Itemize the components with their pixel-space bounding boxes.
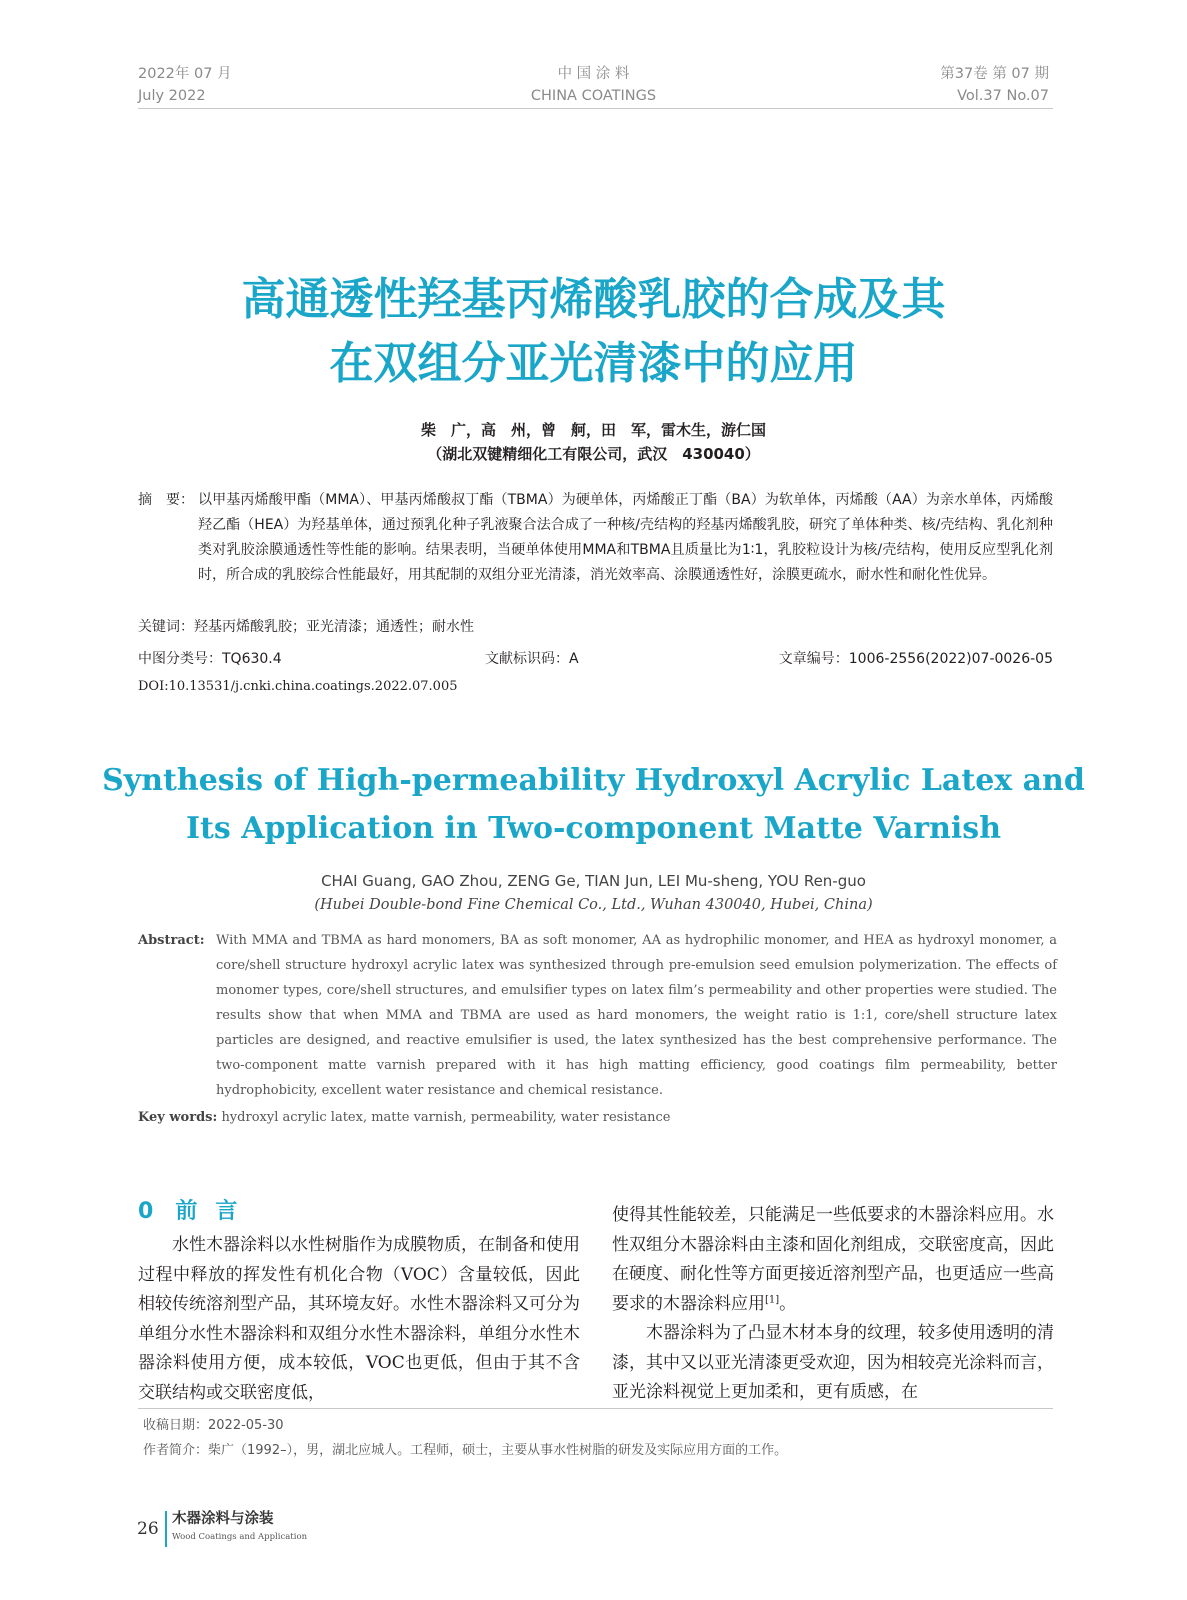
document-code: 文献标识码：A	[485, 651, 579, 667]
body-paragraph-continued	[612, 1201, 1054, 1319]
classification-number: 中图分类号：TQ630.4	[138, 651, 282, 667]
title-cn	[0, 268, 1187, 396]
body-paragraph: 水性木器涂料以水性树脂作为成膜物质，在制备和使用过程中释放的挥发性有机化合物（VOC）含量较低，因此相较传统溶剂型产品，其环境友好。水性木器涂料又可分为单组分水性木器涂料和双组分水性木器涂料，单组分水性木器涂料使用方便，成本较低，VOC也更低，但由于其不含交联结构或交联密度低，	[138, 1235, 580, 1403]
footnote-received-date: 收稿日期：2022-05-30	[143, 1418, 284, 1433]
page-number: 26	[137, 1519, 159, 1539]
footer-journal-en: Wood Coatings and Application	[172, 1532, 308, 1542]
header-divider	[138, 108, 1053, 109]
authors-en: CHAI Guang, GAO Zhou, ZENG Ge, TIAN Jun, LEI Mu-sheng, YOU Ren-guo	[321, 872, 866, 890]
header-issue-en: Vol.37 No.07	[957, 88, 1049, 104]
header-issue-cn: 第37卷 第 07 期	[940, 66, 1049, 82]
abstract-cn	[138, 488, 1053, 588]
abstract-en-text: With MMA and TBMA as hard monomers, BA as soft monomer, AA as hydrophilic monomer, and HEA as hydroxyl monomer, a core/shell structure hydroxyl acrylic latex was synthesized through pre-emulsion seed emulsion polymerization. The effects of monomer types, core/shell structures, and emulsifier types on latex film’s permeability and other properties were studied. The results show that when MMA and TBMA are used as hard monomers, the weight ratio is 1:1, core/shell structure latex particles are designed, and reactive emulsifier is used, the latex synthesized has the best comprehensive performance. The two-component matte varnish prepared with it has high matting efficiency, good coatings film permeability, better hydrophobicity, excellent water resistance and chemical resistance.	[216, 933, 1057, 1098]
abstract-en-label: Abstract:	[138, 933, 205, 948]
running-header-issue	[940, 63, 1049, 107]
title-en	[0, 757, 1187, 853]
keywords-en-text: hydroxyl acrylic latex, matte varnish, permeability, water resistance	[221, 1110, 671, 1125]
abstract-en	[138, 928, 1057, 1103]
section-number: 0	[138, 1199, 156, 1224]
abstract-cn-text: 以甲基丙烯酸甲酯（MMA）、甲基丙烯酸叔丁酯（TBMA）为硬单体，丙烯酸正丁酯（BA）为软单体，丙烯酸（AA）为亲水单体，丙烯酸羟乙酯（HEA）为羟基单体，通过预乳化种子乳液聚合法合成了一种核/壳结构的羟基丙烯酸乳胶，研究了单体种类、核/壳结构、乳化剂种类对乳胶涂膜通透性等性能的影响。结果表明，当硬单体使用MMA和TBMA且质量比为1∶1，乳胶粒设计为核/壳结构，使用反应型乳化剂时，所合成的乳胶综合性能最好，用其配制的双组分亚光清漆，消光效率高、涂膜通透性好，涂膜更疏水，耐水性和耐化性优异。	[198, 492, 1053, 583]
title-cn-line2: 在双组分亚光清漆中的应用	[329, 338, 858, 389]
header-date-cn: 2022年 07 月	[138, 66, 232, 82]
keywords-en-label: Key words:	[138, 1110, 218, 1125]
body-column-right	[612, 1201, 1054, 1408]
footnote-divider	[138, 1408, 1053, 1409]
title-cn-line1: 高通透性羟基丙烯酸乳胶的合成及其	[241, 274, 946, 325]
header-date-en: July 2022	[138, 88, 206, 104]
body-paragraph: 木器涂料为了凸显木材本身的纹理，较多使用透明的清漆，其中又以亚光清漆更受欢迎，因为相较亮光涂料而言，亚光涂料视觉上更加柔和，更有质感，在	[612, 1323, 1054, 1402]
title-en-line2: Its Application in Two-component Matte Varnish	[185, 811, 1002, 846]
keywords-en	[138, 1106, 671, 1130]
citation-ref: [1]	[765, 1293, 780, 1305]
footer-journal-cn: 木器涂料与涂装	[172, 1511, 274, 1527]
body-column-left	[138, 1231, 580, 1408]
body-text-end: 。	[779, 1293, 797, 1314]
header-journal-cn: 中 国 涂 料	[557, 66, 630, 82]
article-number: 文章编号：1006-2556(2022)07-0026-05	[778, 651, 1053, 667]
footnote-author-bio: 作者简介：柴广（1992–），男，湖北应城人。工程师，硕士，主要从事水性树脂的研发及实际应用方面的工作。	[143, 1443, 788, 1458]
section-title: 前言	[175, 1199, 256, 1224]
title-en-line1: Synthesis of High-permeability Hydroxyl Acrylic Latex and	[102, 763, 1085, 798]
header-journal-en: CHINA COATINGS	[530, 88, 657, 104]
affiliation-en: (Hubei Double-bond Fine Chemical Co., Ltd., Wuhan 430040, Hubei, China)	[314, 897, 873, 913]
doi: DOI:10.13531/j.cnki.china.coatings.2022.07.005	[138, 679, 458, 694]
authors-cn: 柴 广，高 州，曾 舸，田 军，雷木生，游仁国	[420, 421, 766, 439]
affiliation-cn: （湖北双键精细化工有限公司，武汉 430040）	[427, 445, 760, 463]
body-text: 使得其性能较差，只能满足一些低要求的木器涂料应用。水性双组分木器涂料由主漆和固化剂组成，交联密度高，因此在硬度、耐化性等方面更接近溶剂型产品，也更适应一些高要求的木器涂料应用	[612, 1205, 1054, 1314]
abstract-cn-label: 摘 要：	[138, 492, 194, 508]
footer-accent-bar	[165, 1511, 167, 1547]
keywords-cn: 关键词：羟基丙烯酸乳胶；亚光清漆；通透性；耐水性	[138, 619, 474, 635]
section-heading	[138, 1196, 255, 1228]
